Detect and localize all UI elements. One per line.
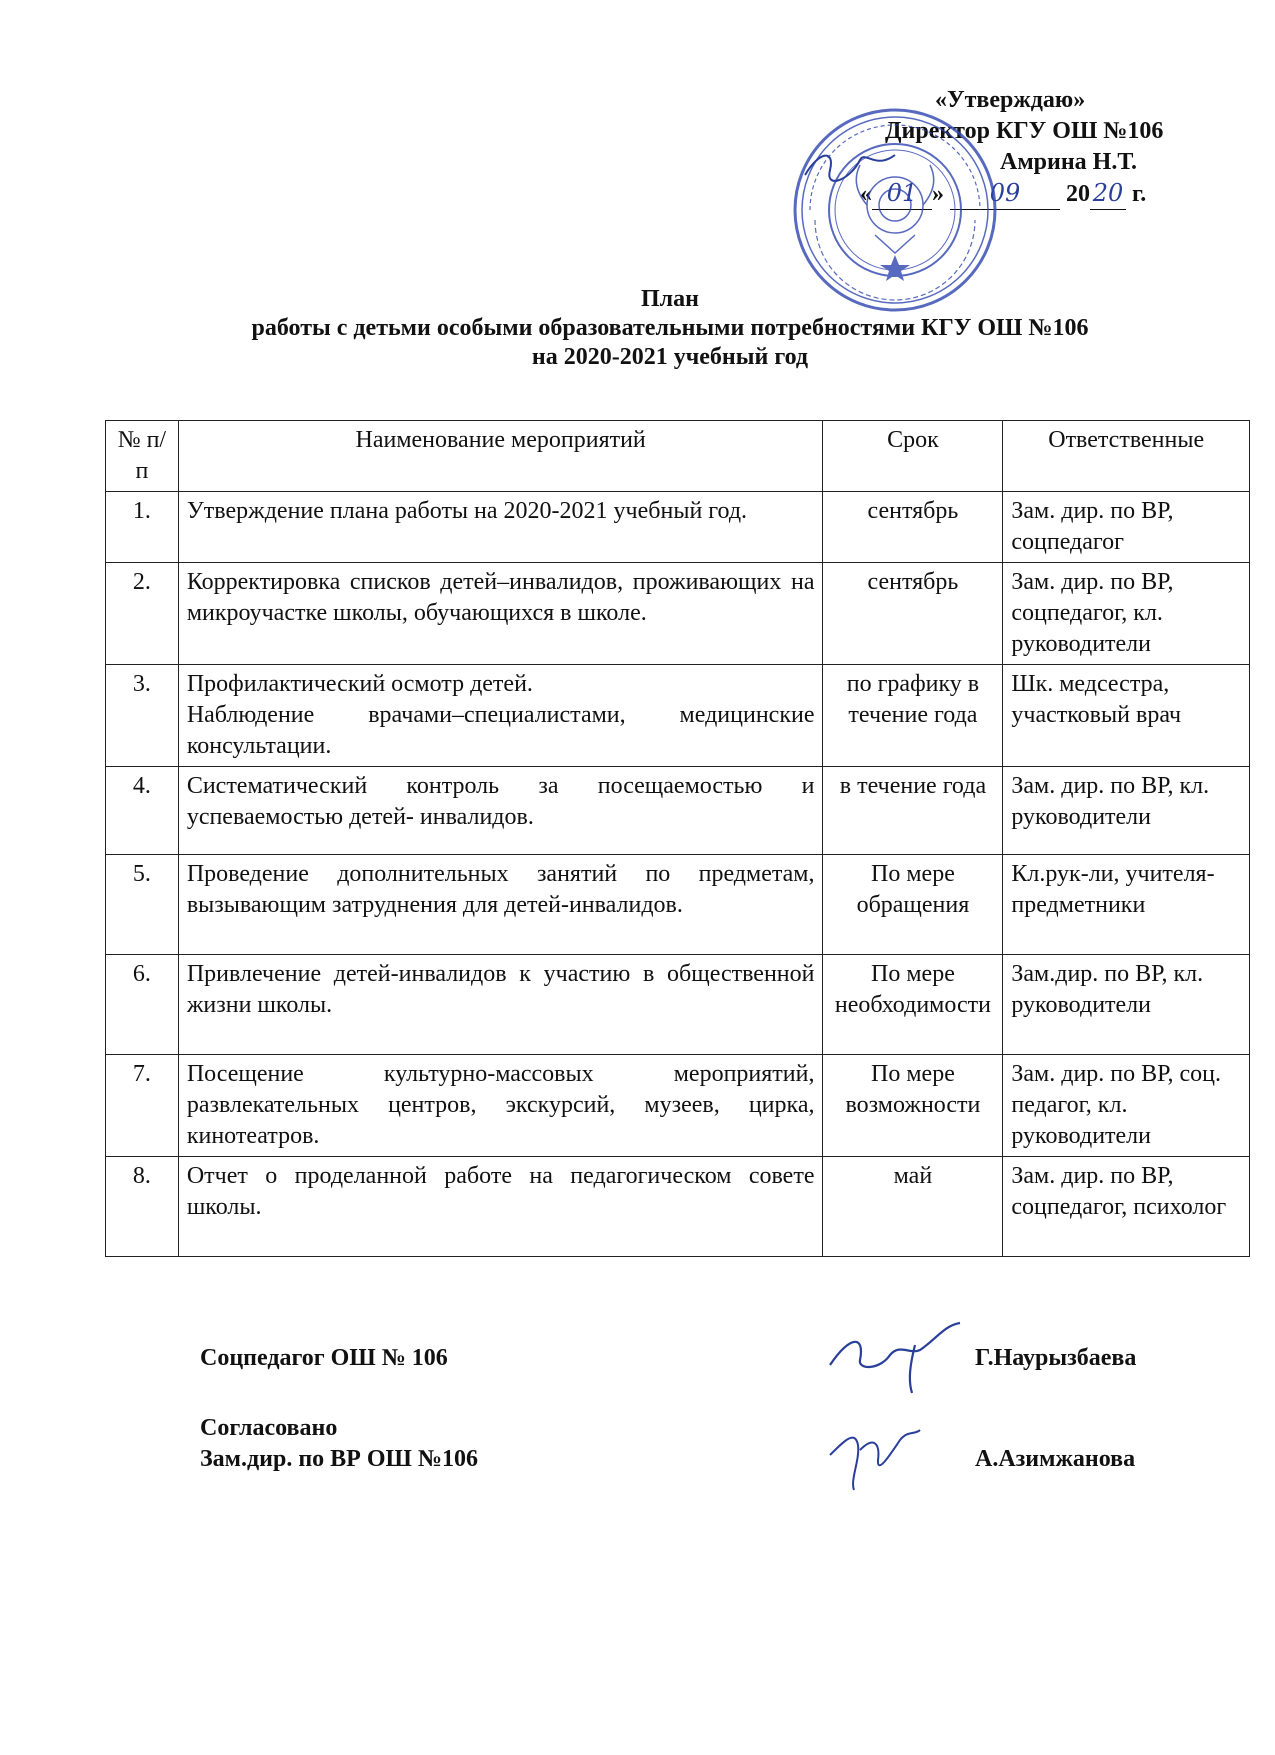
deputy-signature-icon — [820, 1415, 930, 1495]
row-name: Посещение культурно-массовых мероприятий, развлекательных центров, экскурсий, музеев, цирка, кинотеатров. — [178, 1055, 823, 1157]
date-month: 09 — [950, 178, 1060, 210]
row-num: 3. — [106, 665, 179, 767]
row-name: Отчет о проделанной работе на педагогическом совете школы. — [178, 1157, 823, 1257]
header-num: № п/п — [106, 421, 179, 492]
socped-role: Соцпедагог ОШ № 106 — [200, 1345, 448, 1371]
official-seal-icon — [790, 105, 1000, 315]
row-resp: Кл.рук-ли, учителя-предметники — [1003, 855, 1250, 955]
row-num: 7. — [106, 1055, 179, 1157]
row-term: сентябрь — [823, 492, 1003, 563]
table-row — [106, 665, 1250, 767]
row-resp: Зам. дир. по ВР, соц. педагог, кл. руководители — [1003, 1055, 1250, 1157]
table-row — [106, 1157, 1250, 1257]
header-name: Наименование мероприятий — [178, 421, 823, 492]
row-resp: Зам. дир. по ВР, соцпедагог, психолог — [1003, 1157, 1250, 1257]
row-term: по графику в течение года — [823, 665, 1003, 767]
table-row — [106, 955, 1250, 1055]
row-resp: Зам. дир. по ВР, кл. руководители — [1003, 767, 1250, 855]
director-signature-icon — [800, 140, 900, 190]
row-name — [178, 665, 823, 767]
row-num: 1. — [106, 492, 179, 563]
title-line-2: работы с детьми особыми образовательными потребностями КГУ ОШ №106 — [251, 315, 1089, 341]
row-resp: Зам.дир. по ВР, кл. руководители — [1003, 955, 1250, 1055]
table-row — [106, 767, 1250, 855]
table-row — [106, 563, 1250, 665]
date-year-label: г. — [1132, 181, 1147, 207]
socped-name: Г.Наурызбаева — [975, 1345, 1137, 1371]
row-term: По мере обращения — [823, 855, 1003, 955]
row-num: 6. — [106, 955, 179, 1055]
row-num: 4. — [106, 767, 179, 855]
row-num: 8. — [106, 1157, 179, 1257]
socped-signature-icon — [820, 1315, 970, 1395]
agreed-label: Согласовано — [200, 1415, 338, 1441]
table-header-row — [106, 421, 1250, 492]
date-year-prefix: 20 — [1066, 181, 1090, 207]
deputy-role: Зам.дир. по ВР ОШ №106 — [200, 1446, 478, 1472]
deputy-name: А.Азимжанова — [975, 1446, 1136, 1472]
row-term: По мере возможности — [823, 1055, 1003, 1157]
row-num: 2. — [106, 563, 179, 665]
table-row — [106, 1055, 1250, 1157]
date-day: 01 — [872, 178, 932, 210]
document-title — [120, 285, 1220, 372]
table-row — [106, 492, 1250, 563]
approval-name: Амрина Н.Т. — [1000, 149, 1137, 175]
row-resp: Зам. дир. по ВР, соцпедагог, кл. руководители — [1003, 563, 1250, 665]
date-close-quote: » — [932, 181, 944, 207]
row-term: сентябрь — [823, 563, 1003, 665]
row-name-line: Наблюдение врачами–специалистами, медицинские консультации. — [186, 702, 815, 759]
row-name: Корректировка списков детей–инвалидов, проживающих на микроучастке школы, обучающихся в школе. — [178, 563, 823, 665]
row-name: Утверждение плана работы на 2020-2021 учебный год. — [178, 492, 823, 563]
row-name: Привлечение детей-инвалидов к участию в общественной жизни школы. — [178, 955, 823, 1055]
row-name: Систематический контроль за посещаемостью и успеваемостью детей- инвалидов. — [178, 767, 823, 855]
date-open-quote: « — [860, 181, 872, 207]
title-line-3: на 2020-2021 учебный год — [531, 344, 809, 370]
row-term: май — [823, 1157, 1003, 1257]
date-year-suffix: 20 — [1090, 178, 1126, 210]
row-resp: Шк. медсестра, участковый врач — [1003, 665, 1250, 767]
row-name: Проведение дополнительных занятий по предметам, вызывающим затруднения для детей-инвалидов. — [178, 855, 823, 955]
title-line-1: План — [641, 286, 699, 312]
row-term: в течение года — [823, 767, 1003, 855]
approval-heading: «Утверждаю» — [935, 87, 1086, 113]
header-term: Срок — [823, 421, 1003, 492]
plan-table — [105, 420, 1250, 1257]
table-row — [106, 855, 1250, 955]
row-resp: Зам. дир. по ВР, соцпедагог — [1003, 492, 1250, 563]
approval-director: Директор КГУ ОШ №106 — [885, 118, 1164, 144]
header-resp: Ответственные — [1003, 421, 1250, 492]
row-num: 5. — [106, 855, 179, 955]
row-term: По мере необходимости — [823, 955, 1003, 1055]
row-name-line: Профилактический осмотр детей. — [186, 671, 533, 697]
